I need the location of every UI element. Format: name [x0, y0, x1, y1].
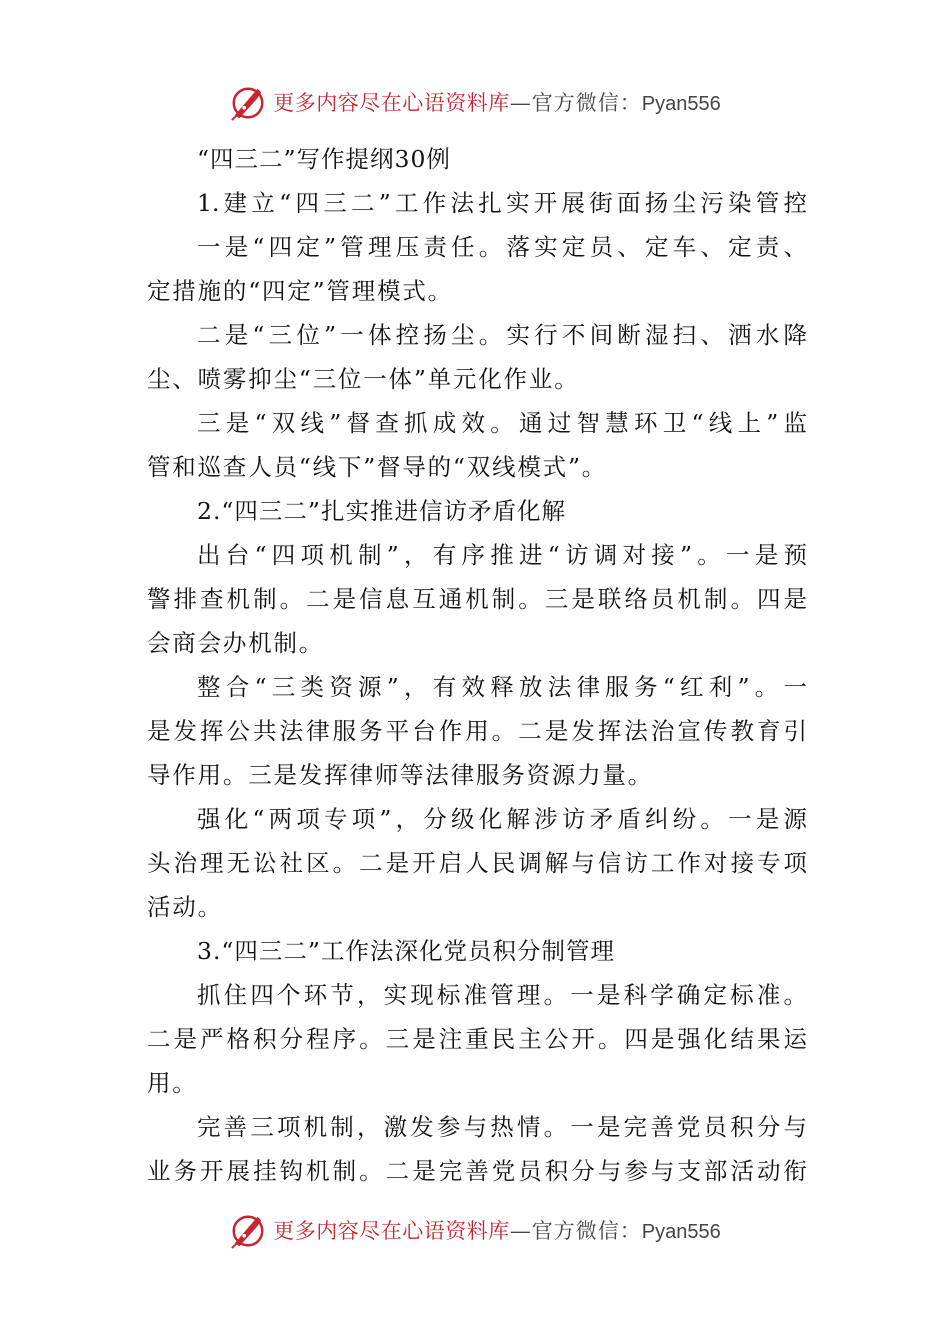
- text-line: 完善三项机制，激发参与热情。一是完善党员积分与: [197, 1113, 807, 1141]
- pen-nib-logo-icon: [229, 1212, 267, 1250]
- section-heading-3: 3.“四三二”工作法深化党员积分制管理: [197, 937, 615, 965]
- text-line: 一是“四定”管理压责任。落实定员、定车、定责、: [197, 233, 807, 261]
- text-line: 会商会办机制。: [147, 629, 325, 657]
- text-line: 业务开展挂钩机制。二是完善党员积分与参与支部活动衔: [147, 1157, 807, 1185]
- banner-wechat-id: Pyan556: [641, 92, 721, 115]
- text-line: 抓住四个环节，实现标准管理。一是科学确定标准。: [197, 981, 807, 1009]
- header-watermark-banner: [0, 80, 950, 126]
- document-body: [147, 137, 807, 1193]
- banner-dash: —: [509, 90, 532, 115]
- banner-main-text: 更多内容尽在心语资料库: [273, 1218, 510, 1243]
- section-heading-1: 1.建立“四三二”工作法扎实开展街面扬尘污染管控: [197, 189, 807, 217]
- text-line: 活动。: [147, 893, 223, 921]
- text-line: 整合“三类资源”，有效释放法律服务“红利”。一: [197, 673, 807, 701]
- text-line: 用。: [147, 1069, 198, 1097]
- text-line: 管和巡查人员“线下”督导的“双线模式”。: [147, 453, 608, 481]
- text-line: 警排查机制。二是信息互通机制。三是联络员机制。四是: [147, 585, 807, 613]
- section-heading-2: 2.“四三二”扎实推进信访矛盾化解: [197, 497, 566, 525]
- footer-watermark-banner: [0, 1208, 950, 1254]
- banner-sub-text: 官方微信：: [531, 1218, 642, 1243]
- banner-wechat-id: Pyan556: [641, 1220, 721, 1243]
- text-line: 二是“三位”一体控扬尘。实行不间断湿扫、洒水降: [197, 321, 807, 349]
- text-line: 三是“双线”督查抓成效。通过智慧环卫“线上”监: [197, 409, 807, 437]
- banner-sub-text: 官方微信：: [531, 90, 642, 115]
- banner-content: [229, 1212, 720, 1250]
- text-line: 二是严格积分程序。三是注重民主公开。四是强化结果运: [147, 1025, 807, 1053]
- text-line: 出台“四项机制”，有序推进“访调对接”。一是预: [197, 541, 807, 569]
- banner-text: [273, 90, 721, 115]
- banner-dash: —: [509, 1218, 532, 1243]
- banner-main-text: 更多内容尽在心语资料库: [273, 90, 510, 115]
- text-line: 尘、喷雾抑尘“三位一体”单元化作业。: [147, 365, 580, 393]
- text-line: 定措施的“四定”管理模式。: [147, 277, 453, 305]
- document-title: “四三二”写作提纲30例: [197, 145, 451, 173]
- pen-nib-logo-icon: [229, 84, 267, 122]
- text-line: 导作用。三是发挥律师等法律服务资源力量。: [147, 761, 653, 789]
- text-line: 是发挥公共法律服务平台作用。二是发挥法治宣传教育引: [147, 717, 807, 745]
- banner-text: [273, 1218, 721, 1243]
- text-line: 强化“两项专项”，分级化解涉访矛盾纠纷。一是源: [197, 805, 807, 833]
- banner-content: [229, 84, 720, 122]
- text-line: 头治理无讼社区。二是开启人民调解与信访工作对接专项: [147, 849, 807, 877]
